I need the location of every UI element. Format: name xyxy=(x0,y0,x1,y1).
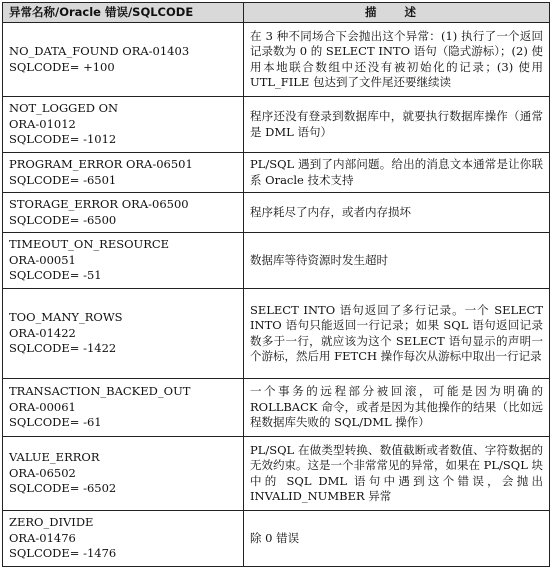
exception-ora-code: ORA-01422 xyxy=(9,325,76,340)
table-row xyxy=(3,437,550,511)
exception-sqlcode: SQLCODE= +100 xyxy=(9,59,115,74)
table-row xyxy=(3,289,550,379)
table-row xyxy=(3,23,550,97)
table-row xyxy=(3,193,550,233)
exception-name-cell xyxy=(3,97,244,153)
exception-sqlcode: SQLCODE= -61 xyxy=(9,415,102,430)
exception-ora-code: ORA-00051 xyxy=(9,252,76,267)
exception-name-cell xyxy=(3,511,244,567)
header-description: 描 述 xyxy=(244,3,550,23)
exception-name-cell xyxy=(3,437,244,511)
exception-description: SELECT INTO 语句返回了多行记录。一个 SELECT INTO 语句只能返回一行记录；如果 SQL 语句返回记录数多于一行，就应该为这个 SELECT 语句显示的声明一个游标，然后用 FETCH 操作每次从游标中取出一行记录 xyxy=(244,289,550,379)
table-row xyxy=(3,233,550,289)
exception-name: NO_DATA_FOUND ORA-01403 xyxy=(9,44,190,58)
exception-name: TOO_MANY_ROWS xyxy=(9,310,123,325)
exception-name: VALUE_ERROR xyxy=(9,450,100,465)
exception-sqlcode: SQLCODE= -6502 xyxy=(9,481,117,496)
exception-name: PROGRAM_ERROR ORA-06501 xyxy=(9,157,193,171)
exception-sqlcode: SQLCODE= -6501 xyxy=(9,172,117,187)
exception-description: 一个事务的远程部分被回滚，可能是因为明确的 ROLLBACK 命令，或者是因为其他操作的结果（比如远程数据库失败的 SQL/DML 操作） xyxy=(244,379,550,437)
table-row xyxy=(3,511,550,567)
exception-name: NOT_LOGGED ON xyxy=(9,101,119,116)
exception-description: PL/SQL 遇到了内部问题。给出的消息文本通常是让你联系 Oracle 技术支持 xyxy=(244,153,550,193)
exception-name-cell xyxy=(3,193,244,233)
exception-name: TIMEOUT_ON_RESOURCE xyxy=(9,237,170,252)
table-row xyxy=(3,379,550,437)
exception-ora-code: ORA-01476 xyxy=(9,530,76,545)
exception-name: TRANSACTION_BACKED_OUT xyxy=(9,384,191,399)
header-row xyxy=(3,3,550,23)
exception-sqlcode: SQLCODE= -1422 xyxy=(9,341,117,356)
exception-description: PL/SQL 在做类型转换、数值截断或者数值、字符数据的无效约束。这是一个非常常见的异常，如果在 PL/SQL 块中的 SQL DML 语句中遇到这个错误，会抛出 INVALID_NUMBER 异常 xyxy=(244,437,550,511)
exception-name: ZERO_DIVIDE xyxy=(9,515,94,530)
exception-sqlcode: SQLCODE= -1012 xyxy=(9,132,117,147)
exception-table xyxy=(2,2,550,567)
exception-description: 除 0 错误 xyxy=(244,511,550,567)
exception-ora-code: ORA-06502 xyxy=(9,465,76,480)
exception-name-cell xyxy=(3,289,244,379)
exception-name-cell xyxy=(3,233,244,289)
exception-description: 数据库等待资源时发生超时 xyxy=(244,233,550,289)
header-exception-name: 异常名称/Oracle 错误/SQLCODE xyxy=(3,3,244,23)
exception-name-cell xyxy=(3,379,244,437)
exception-description: 程序耗尽了内存，或者内存损坏 xyxy=(244,193,550,233)
exception-sqlcode: SQLCODE= -1476 xyxy=(9,546,117,561)
exception-description: 在 3 种不同场合下会抛出这个异常：(1) 执行了一个返回记录数为 0 的 SELECT INTO 语句（隐式游标）；(2) 使用本地联合数组中还没有被初始化的记录；(3) 使用 UTL_FILE 包达到了文件尾还要继续读 xyxy=(244,23,550,97)
exception-ora-code: ORA-00061 xyxy=(9,399,76,414)
table-row xyxy=(3,97,550,153)
exception-sqlcode: SQLCODE= -51 xyxy=(9,268,102,283)
table-row xyxy=(3,153,550,193)
exception-name-cell xyxy=(3,153,244,193)
exception-ora-code: ORA-01012 xyxy=(9,116,76,131)
exception-name-cell xyxy=(3,23,244,97)
exception-sqlcode: SQLCODE= -6500 xyxy=(9,212,117,227)
exception-description: 程序还没有登录到数据库中，就要执行数据库操作（通常是 DML 语句） xyxy=(244,97,550,153)
exception-name: STORAGE_ERROR ORA-06500 xyxy=(9,197,189,211)
